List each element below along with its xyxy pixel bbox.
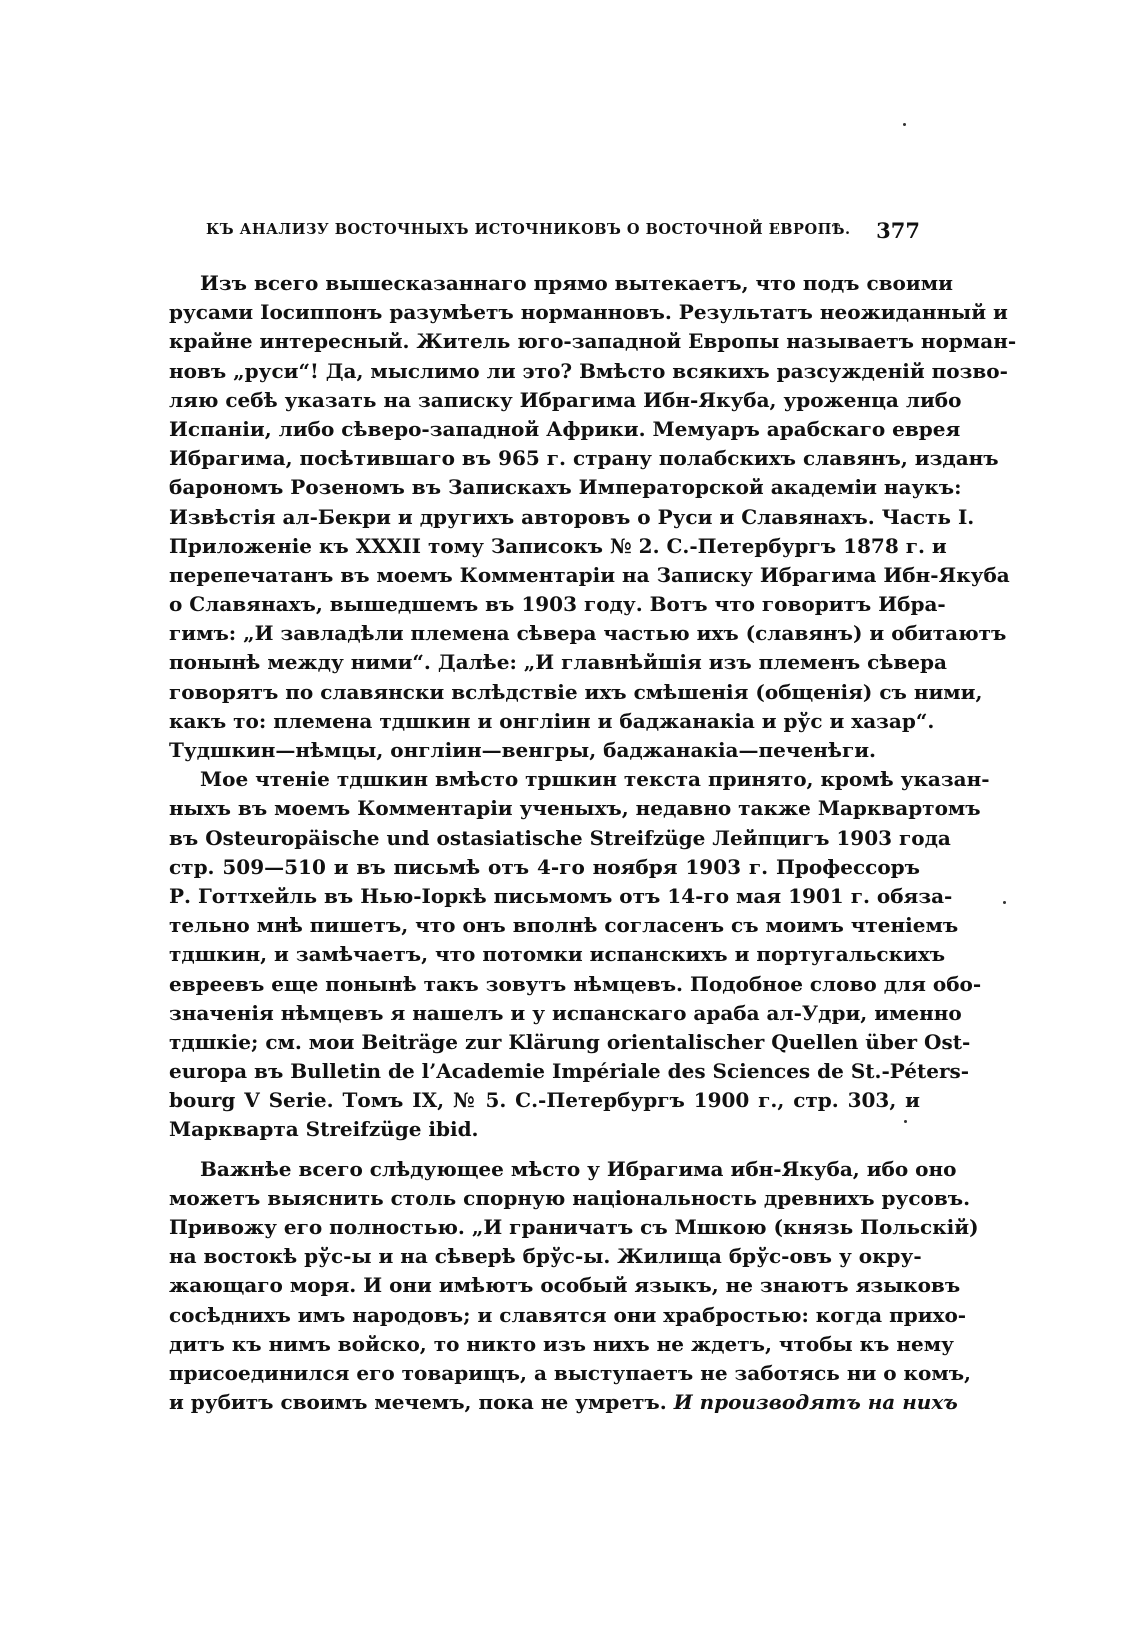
text-line: Тудшкин—нѣмцы, онглiин—венгры, баджанакiа—печенѣги. bbox=[169, 738, 876, 762]
text-line: стр. 509—510 и въ письмѣ отъ 4-го ноября 1903 г. Профессоръ bbox=[169, 854, 920, 879]
body-text bbox=[169, 269, 1017, 1417]
text-line: крайне интересный. Житель юго-западной Европы называетъ норман- bbox=[169, 329, 1017, 354]
text-line: Важнѣе всего слѣдующее мѣсто у Ибрагима ибн-Якуба, ибо оно bbox=[200, 1156, 957, 1181]
text-line: Привожу его полностью. „И граничатъ съ Мшкою (князь Польскій) bbox=[169, 1215, 979, 1239]
page-number: 377 bbox=[876, 218, 920, 243]
scan-speck bbox=[1003, 901, 1006, 904]
text-line: барономъ Розеномъ въ Запискахъ Императорской академіи наукъ: bbox=[169, 475, 962, 500]
text-line: жающаго моря. И они имѣютъ особый языкъ, не знаютъ языковъ bbox=[169, 1273, 961, 1298]
text-line: понынѣ между ними“. Далѣе: „И главнѣйшія изъ племенъ сѣвера bbox=[169, 650, 947, 675]
text-line: о Славянахъ, вышедшемъ въ 1903 году. Вотъ что говоритъ Ибра- bbox=[169, 592, 946, 617]
final-line-roman: и рубитъ своимъ мечемъ, пока не умретъ. bbox=[169, 1390, 667, 1415]
text-line: Испаніи, либо сѣверо-западной Африки. Мемуаръ арабскаго еврея bbox=[169, 416, 961, 441]
text-line: Изъ всего вышесказаннаго прямо вытекаетъ, что подъ своими bbox=[200, 271, 953, 295]
page-header bbox=[206, 219, 920, 247]
text-line: новъ „руси“! Да, мыслимо ли это? Вмѣсто всякихъ разсужденій позво- bbox=[169, 358, 1008, 383]
running-head: КЪ АНАЛИЗУ ВОСТОЧНЫХЪ ИСТОЧНИКОВЪ О ВОСТОЧНОЙ ЕВРОПѢ. bbox=[206, 221, 851, 238]
text-line: тдшкин, и замѣчаетъ, что потомки испанскихъ и португальскихъ bbox=[169, 942, 946, 967]
paragraph-2 bbox=[169, 765, 990, 1144]
text-line-final bbox=[169, 1388, 958, 1417]
text-line: bourg V Serie. Томъ IX, № 5. С.-Петербургъ 1900 г., стр. 303, и bbox=[169, 1088, 920, 1113]
text-line: можетъ выяснить столь спорную національность древнихъ русовъ. bbox=[169, 1185, 971, 1210]
text-line: на востокѣ рўс-ы и на сѣверѣ брўс-ы. Жилища брўс-овъ у окру- bbox=[169, 1244, 922, 1269]
text-line: europa въ Bulletin de l’Academie Impériale des Sciences de St.-Péters- bbox=[169, 1059, 970, 1084]
text-line: какъ то: племена тдшкин и онглiин и баджанакiа и рўс и хазар“. bbox=[169, 708, 935, 733]
text-line: значенія нѣмцевъ я нашелъ и у испанскаго араба ал-Удри, именно bbox=[169, 1000, 962, 1025]
text-line: Мое чтеніе тдшкин вмѣсто тршкин текста принято, кромѣ указан- bbox=[200, 767, 990, 792]
text-line: перепечатанъ въ моемъ Комментаріи на Записку Ибрагима Ибн-Якуба bbox=[169, 562, 1010, 587]
text-line: ныхъ въ моемъ Комментаріи ученыхъ, недавно также Марквартомъ bbox=[169, 796, 981, 821]
text-line: дитъ къ нимъ войско, то никто изъ нихъ не ждетъ, чтобы къ нему bbox=[169, 1331, 954, 1356]
text-line: Маркварта Streifzüge ibid. bbox=[169, 1117, 479, 1142]
text-line: гимъ: „И завладѣли племена сѣвера частью ихъ (славянъ) и обитаютъ bbox=[169, 621, 1007, 646]
paragraph-1 bbox=[169, 269, 1017, 765]
text-line: Приложеніе къ XXXII тому Записокъ № 2. С.-Петербургъ 1878 г. и bbox=[169, 533, 947, 558]
text-line: тельно мнѣ пишетъ, что онъ вполнѣ согласенъ съ моимъ чтеніемъ bbox=[169, 913, 959, 938]
text-line: присоединился его товарищъ, а выступаетъ не заботясь ни о комъ, bbox=[169, 1360, 972, 1385]
text-line: Извѣстія ал-Бекри и другихъ авторовъ о Руси и Славянахъ. Часть I. bbox=[169, 504, 975, 529]
text-line: сосѣднихъ имъ народовъ; и славятся они храбростью: когда прихо- bbox=[169, 1302, 967, 1327]
text-line: евреевъ еще понынѣ такъ зовутъ нѣмцевъ. Подобное слово для обо- bbox=[169, 971, 982, 996]
final-line-italic: И производятъ на нихъ bbox=[673, 1390, 958, 1415]
text-line: ляю себѣ указать на записку Ибрагима Ибн-Якуба, уроженца либо bbox=[169, 387, 962, 412]
text-line: тдшкiе; см. мои Beiträge zur Klärung orientalischer Quellen über Ost- bbox=[169, 1029, 971, 1054]
text-line: говорятъ по славянски вслѣдствіе ихъ смѣшенія (общенія) съ ними, bbox=[169, 679, 983, 704]
text-line: Ибрагима, посѣтившаго въ 965 г. страну полабскихъ славянъ, изданъ bbox=[169, 446, 999, 471]
paragraph-3 bbox=[169, 1155, 979, 1418]
text-line: въ Osteuropäische und ostasiatische Streifzüge Лейпцигъ 1903 года bbox=[169, 825, 951, 850]
text-line: Р. Готтхейль въ Нью-Іоркѣ письмомъ отъ 14-го мая 1901 г. обяза- bbox=[169, 883, 953, 908]
text-line: русами Іосиппонъ разумѣетъ норманновъ. Результатъ неожиданный и bbox=[169, 300, 1008, 325]
scan-speck bbox=[903, 123, 906, 126]
